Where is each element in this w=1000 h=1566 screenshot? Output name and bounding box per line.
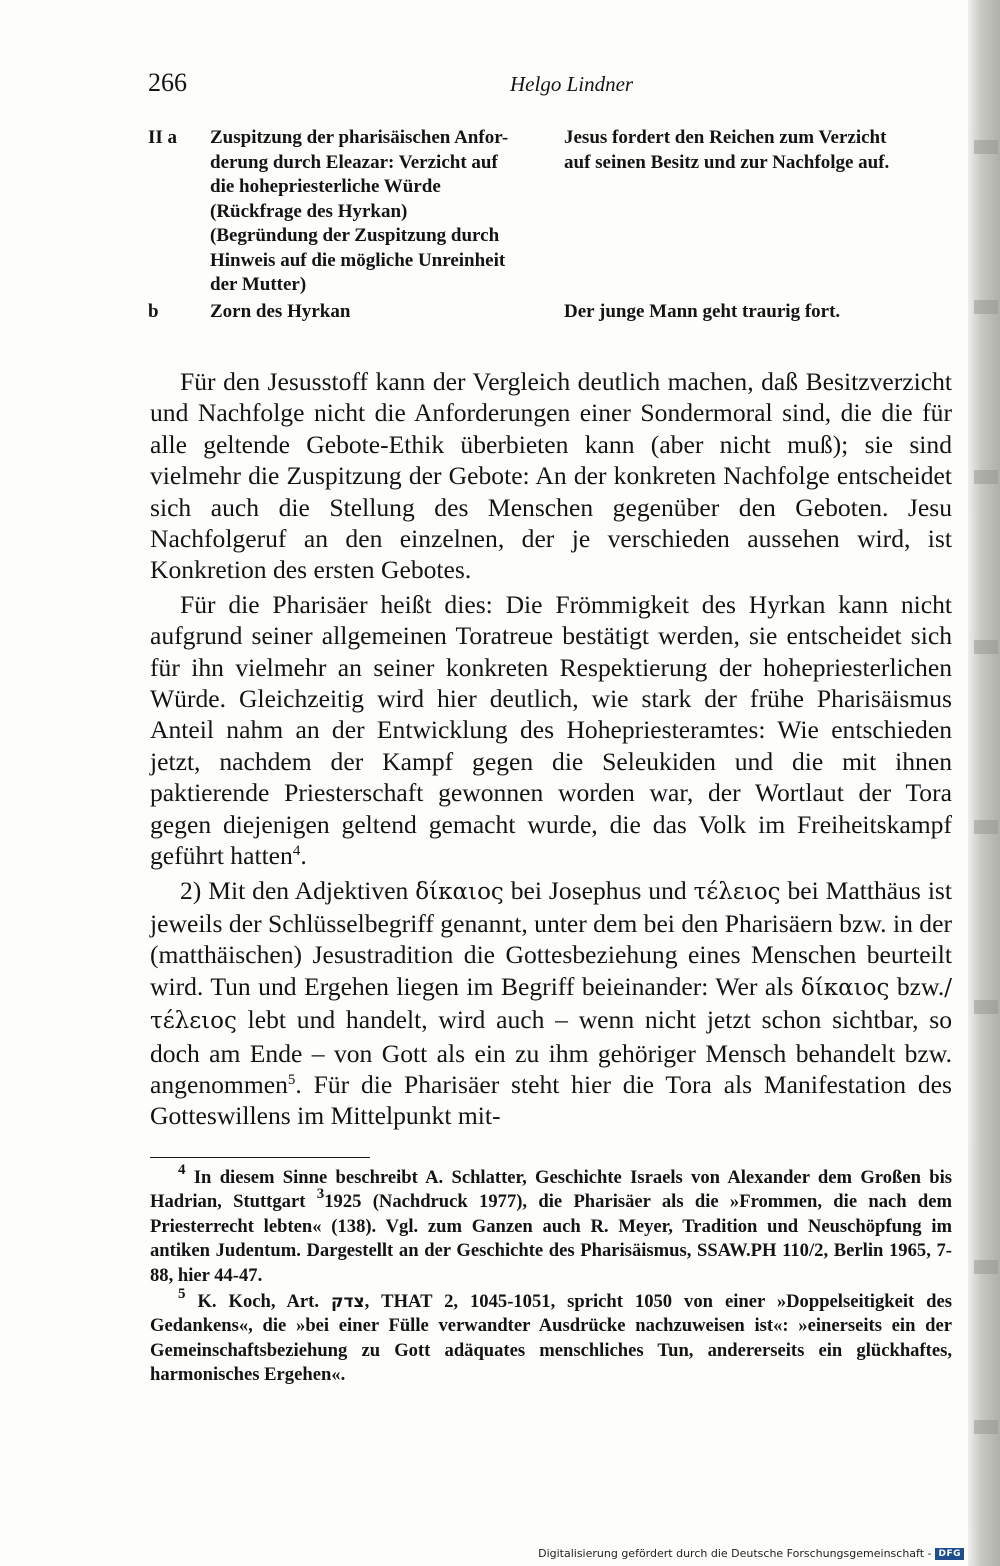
row-label-a: II a: [148, 127, 178, 148]
comparison-row-b: [148, 300, 948, 325]
main-text: [150, 366, 952, 1132]
footnote-text: K. Koch, Art.: [185, 1291, 331, 1313]
footnote-4: [150, 1162, 952, 1288]
footnotes: [150, 1162, 953, 1388]
matthew-column-text: Jesus fordert den Reichen zum Verzicht auf seinen Besitz und zur Nachfolge auf.: [564, 127, 890, 173]
footnote-separator: [150, 1157, 370, 1158]
greek-word: δίκαιος: [800, 974, 890, 1001]
comparison-table: [148, 126, 948, 324]
paragraph: [150, 875, 952, 1132]
credit-text: Digitalisierung gefördert durch die Deutsche Forschungsgemeinschaft -: [538, 1547, 932, 1560]
footnote-text: In diesem Sinne beschreibt A. Schlatter, Geschichte Israels von Alexander dem Großen bis Hadrian, Stuttgart: [150, 1167, 952, 1213]
paragraph-text: .: [300, 841, 307, 871]
paragraph: [150, 589, 952, 872]
paragraph-text: bei Josephus und: [503, 875, 694, 905]
greek-word: δίκαιος: [415, 878, 504, 905]
edition-number: 3: [316, 1186, 325, 1203]
scan-page-edge: [968, 0, 1000, 1566]
footnote-reference: 4: [292, 843, 301, 860]
running-head-author: Helgo Lindner: [510, 72, 634, 96]
greek-word: τέλειος: [693, 878, 781, 905]
greek-word: /τέλειος: [150, 974, 953, 1035]
hebrew-word: צדק: [330, 1292, 365, 1313]
footnote-number: 4: [178, 1162, 186, 1178]
footnote-text: 1925 (Nachdruck 1977), die Pharisäer als die »Frommen, die nach dem Priesterrecht lebten« (138). Vgl. zum Ganzen auch R. Meyer, Tradition und Neuschöpfung im antiken Judentum. Dargestellt an der Geschichte des Pharisäismus, SSAW.PH 110/2, Berlin 1965, 7-88, hier 44-47.: [150, 1191, 952, 1286]
paragraph-text: . Für die Pharisäer steht hier die Tora als Manifestation des Gotteswillens im Mittelpunkt mit-: [150, 1069, 952, 1131]
paragraph-text: Für die Pharisäer heißt dies: Die Frömmigkeit des Hyrkan kann nicht aufgrund seiner allgemeinen Toratreue bestätigt werden, sie entscheidet sich für ihn vielmehr an seiner konkreten Respektierung der hohepriesterlichen Würde. Gleichzeitig wird hier deutlich, wie stark der frühe Pharisäismus Anteil nahm an der Entwicklung des Hohepriesteramtes: Wie entschieden jetzt, nachdem der Kampf gegen die Seleukiden und die mit ihnen paktierende Priesterschaft gewonnen worden war, der Wortlaut der Tora gegen diejenigen geltend gemacht wurde, die das Volk im Freiheitskampf geführt hatten: [150, 589, 952, 871]
digitization-credit: [538, 1547, 964, 1560]
matthew-column-text: Der junge Mann geht traurig fort.: [564, 300, 841, 322]
dfg-logo: DFG: [935, 1548, 964, 1560]
paragraph-text: bei Matthäus ist jeweils der Schlüsselbegriff genannt, unter dem bei den Pharisäern bzw. in der (matthäischen) Jesustradition die Gottesbeziehung eines Menschen beurteilt wird. Tun und Ergehen liegen im Begriff beieinander: Wer als: [150, 875, 953, 1001]
page-header: [148, 68, 950, 108]
josephus-column-text: Zuspitzung der pharisäischen Anfor- derung durch Eleazar: Verzicht auf die hohepriesterliche Würde (Rückfrage des Hyrkan) (Begründung der Zuspitzung durch Hinweis auf die mögliche Unreinheit der Mutter): [210, 127, 509, 295]
paragraph: Für den Jesusstoff kann der Vergleich deutlich machen, daß Besitzverzicht und Nachfolge nicht die Anforderungen einer Sondermoral sind, die die für alle geltende Gebote-Ethik überbieten kann (aber nicht muß); sie sind vielmehr die Zuspitzung der Gebote: An der konkreten Nachfolge entscheidet sich auch die Stellung des Menschen gegenüber den Geboten. Jesu Nachfolgeruf an den einzelnen, der je verschieden aussehen wird, ist Konkretion des ersten Gebotes.: [150, 367, 952, 585]
footnote-5: [150, 1286, 953, 1388]
footnote-text: , THAT 2, 1045-1051, spricht 1050 von einer »Doppelseitigkeit des Gedankens«, die »bei einer Fülle verwandter Ausdrücke nachzuweisen ist«: »einerseits ein der Gemeinschaftsbeziehung zu Gott adäquates menschliches Tun, andererseits ein glückhaftes, harmonisches Ergehen«.: [150, 1291, 953, 1386]
footnote-reference: 5: [287, 1071, 296, 1088]
footnote-number: 5: [178, 1286, 186, 1303]
josephus-column-text: Zorn des Hyrkan: [210, 300, 351, 322]
row-label-b: b: [148, 300, 159, 322]
comparison-row-a: [148, 126, 948, 298]
paragraph-text: lebt und handelt, wird auch – wenn nicht jetzt schon sichtbar, so doch am Ende – von Gott als ein zu ihm gehöriger Mensch behandelt bzw. angenommen: [150, 1005, 952, 1099]
page-number: 266: [148, 68, 187, 97]
paragraph-text: 2) Mit den Adjektiven: [180, 875, 416, 905]
paragraph-text: bzw.: [889, 971, 945, 1001]
